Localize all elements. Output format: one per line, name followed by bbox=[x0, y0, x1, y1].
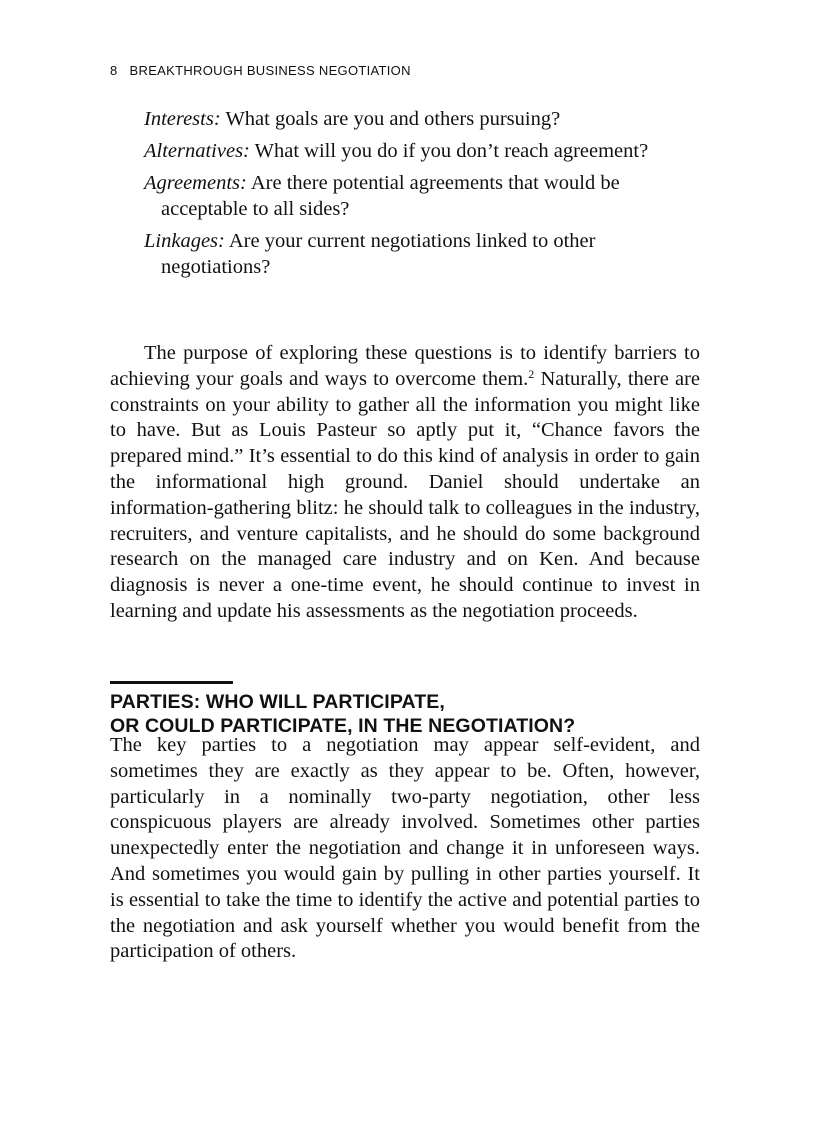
question-term: Alternatives: bbox=[144, 140, 250, 162]
question-text: Are there potential agreements that would be acceptable to all sides? bbox=[161, 172, 620, 220]
question-text: What goals are you and others pursuing? bbox=[225, 108, 561, 130]
question-text: What will you do if you don’t reach agreement? bbox=[254, 140, 649, 162]
footnote-marker: 2 bbox=[528, 366, 535, 381]
section-heading bbox=[110, 690, 710, 738]
running-header bbox=[110, 63, 411, 78]
question-term: Interests: bbox=[144, 108, 221, 130]
list-item bbox=[144, 170, 704, 222]
body-paragraph bbox=[110, 341, 700, 625]
paragraph-text: The purpose of exploring these questions is to identify barriers to achieving your goals and ways to overcome them. bbox=[110, 342, 700, 390]
question-list bbox=[144, 106, 704, 286]
paragraph-text: Naturally, there are constraints on your ability to gather all the information you might like to have. But as Louis Pasteur so aptly put it, “Chance favors the prepared mind.” It’s essential to do this kind of analysis in order to gain the informational high ground. Daniel should undertake an information-gathering blitz: he should talk to colleagues in the industry, recruiters, and venture capitalists, and he should do some background research on the managed care industry and on Ken. And because diagnosis is never a one-time event, he should continue to invest in learning and update his assessments as the negotiation proceeds. bbox=[110, 367, 700, 622]
list-item bbox=[144, 228, 704, 280]
question-term: Agreements: bbox=[144, 172, 247, 194]
running-title: BREAKTHROUGH BUSINESS NEGOTIATION bbox=[129, 63, 411, 78]
body-paragraph: The key parties to a negotiation may appear self-evident, and sometimes they are exactly as they appear to be. Often, however, particularly in a nominally two-party negotiation, other less conspicuous players are already involved. Sometimes other parties unexpectedly enter the negotiation and change it in unforeseen ways. And sometimes you would gain by pulling in other parties yourself. It is essential to take the time to identify the active and potential parties to the negotiation and ask yourself whether you would benefit from the participation of others. bbox=[110, 734, 700, 963]
heading-line: PARTIES: WHO WILL PARTICIPATE, bbox=[110, 691, 445, 713]
list-item bbox=[144, 106, 704, 132]
question-term: Linkages: bbox=[144, 230, 225, 252]
page-number: 8 bbox=[110, 63, 118, 78]
list-item bbox=[144, 138, 704, 164]
heading-line: OR COULD PARTICIPATE, IN THE NEGOTIATION? bbox=[110, 715, 576, 737]
section-rule bbox=[110, 681, 233, 684]
question-text: Are your current negotiations linked to other negotiations? bbox=[161, 230, 596, 278]
